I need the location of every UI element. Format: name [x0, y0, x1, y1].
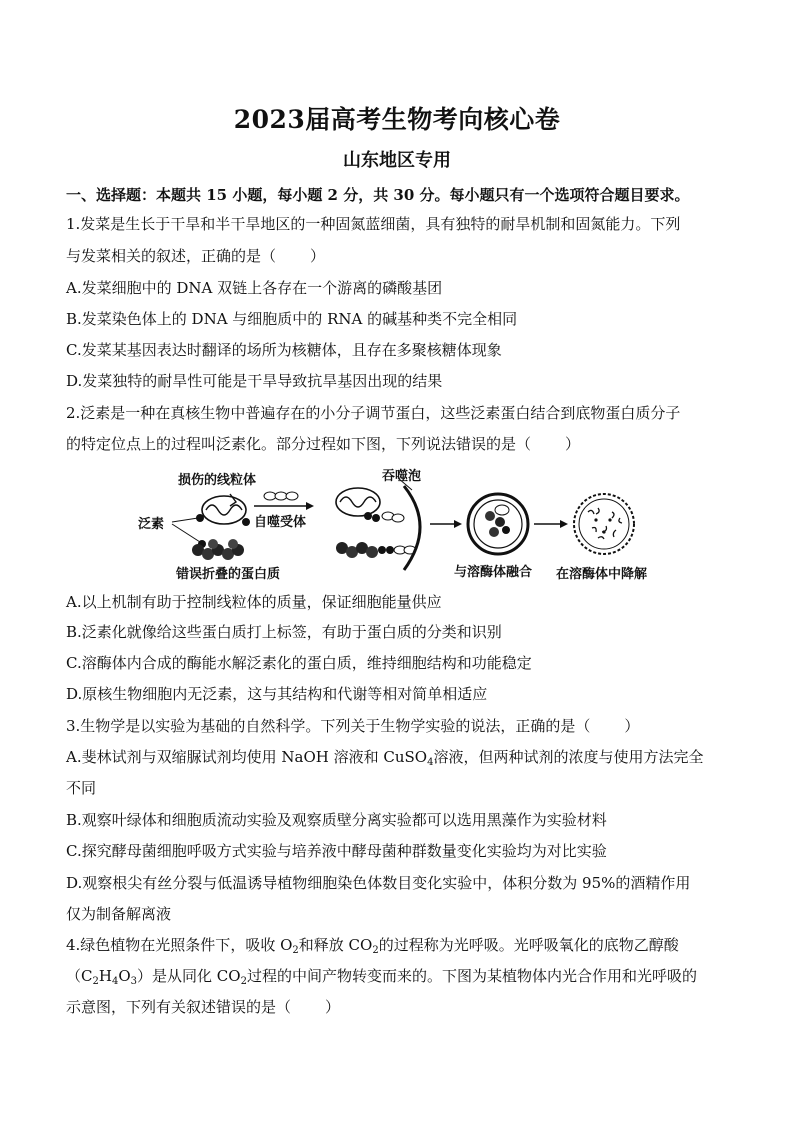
label-ubiquitin: 泛素	[138, 517, 165, 532]
q3-option-d-line1: D.观察根尖有丝分裂与低温诱导植物细胞染色体数目变化实验中，体积分数为 95%的酒精作用	[66, 874, 691, 892]
label-misfolded-protein: 错误折叠的蛋白质	[176, 567, 281, 582]
damaged-mitochondria-drawing	[202, 494, 246, 524]
q2-option-b: B.泛素化就像给这些蛋白质打上标签，有助于蛋白质的分类和识别	[66, 623, 502, 641]
q4-stem-line2: $(C_2H_4O_3)$是从同化 $CO_2$过程的中间产物转变而来的。下图为某植物体内光合作用和光呼吸的	[66, 967, 697, 987]
label-degradation: 在溶酶体中降解	[556, 567, 648, 582]
label-damaged-mitochondria: 损伤的线粒体	[178, 473, 257, 488]
q2-option-d: D.原核生物细胞内无泛素，这与其结构和代谢等相对简单相适应	[66, 685, 488, 703]
q4-stem-line1: 4.绿色植物在光照条件下，吸收 $O_2$和释放 $CO_2$的过程称为光呼吸。光呼吸氧化的底物乙醇酸	[66, 936, 679, 956]
page-subtitle: 山东地区专用	[343, 150, 451, 171]
label-autophagy-receptor: 自噬受体	[254, 515, 307, 530]
q3-option-a-line2: 不同	[66, 779, 97, 797]
page-title: 2023届高考生物考向核心卷	[233, 105, 561, 134]
q2-option-a: A.以上机制有助于控制线粒体的质量，保证细胞能量供应	[66, 593, 442, 611]
q3-option-d-line2: 仅为制备解离液	[66, 905, 172, 923]
lysosome-fusion-drawing	[468, 494, 528, 554]
q1-option-a: A.发菜细胞中的 DNA 双链上各存在一个游离的磷酸基团	[66, 279, 443, 297]
q1-stem-line1: 1.发菜是生长于干旱和半干旱地区的一种固氮蓝细菌，具有独特的耐旱机制和固氮能力。下列	[66, 215, 681, 233]
phagophore-drawing	[336, 478, 420, 570]
q2-stem-line1: 2.泛素是一种在真核生物中普遍存在的小分子调节蛋白，这些泛素蛋白结合到底物蛋白质分子	[66, 404, 681, 422]
q1-option-d: D.发菜独特的耐旱性可能是干旱导致抗旱基因出现的结果	[66, 372, 443, 390]
q3-option-b: B.观察叶绿体和细胞质流动实验及观察质壁分离实验都可以选用黑藻作为实验材料	[66, 811, 607, 829]
q1-option-b: B.发菜染色体上的 DNA 与细胞质中的 RNA 的碱基种类不完全相同	[66, 310, 518, 328]
lysosome-degradation-drawing	[574, 494, 634, 554]
autophagy-receptor-drawing	[264, 492, 298, 500]
q1-stem-line2: 与发菜相关的叙述，正确的是（ ）	[66, 247, 326, 265]
q1-option-c: C.发菜某基因表达时翻译的场所为核糖体，且存在多聚核糖体现象	[66, 341, 502, 359]
q4-stem-line3: 示意图，下列有关叙述错误的是（ ）	[66, 998, 341, 1016]
label-fusion: 与溶酶体融合	[454, 565, 533, 580]
q2-option-c: C.溶酶体内合成的酶能水解泛素化的蛋白质，维持细胞结构和功能稳定	[66, 654, 532, 672]
q3-stem: 3.生物学是以实验为基础的自然科学。下列关于生物学实验的说法，正确的是（ ）	[66, 717, 640, 735]
ubiquitination-figure	[136, 466, 666, 584]
q3-option-c: C.探究酵母菌细胞呼吸方式实验与培养液中酵母菌种群数量变化实验均为对比实验	[66, 842, 607, 860]
q2-stem-line2: 的特定位点上的过程叫泛素化。部分过程如下图，下列说法错误的是（ ）	[66, 435, 581, 453]
label-phagophore: 吞噬泡	[382, 469, 422, 484]
section-heading: 一、选择题：本题共 15 小题，每小题 2 分，共 30 分。每小题只有一个选项符合题目要求。	[66, 186, 690, 204]
q3-option-a-line1: A.斐林试剂与双缩脲试剂均使用 NaOH 溶液和 CuSO$_4$溶液，但两种试剂的浓度与使用方法完全	[66, 748, 704, 768]
